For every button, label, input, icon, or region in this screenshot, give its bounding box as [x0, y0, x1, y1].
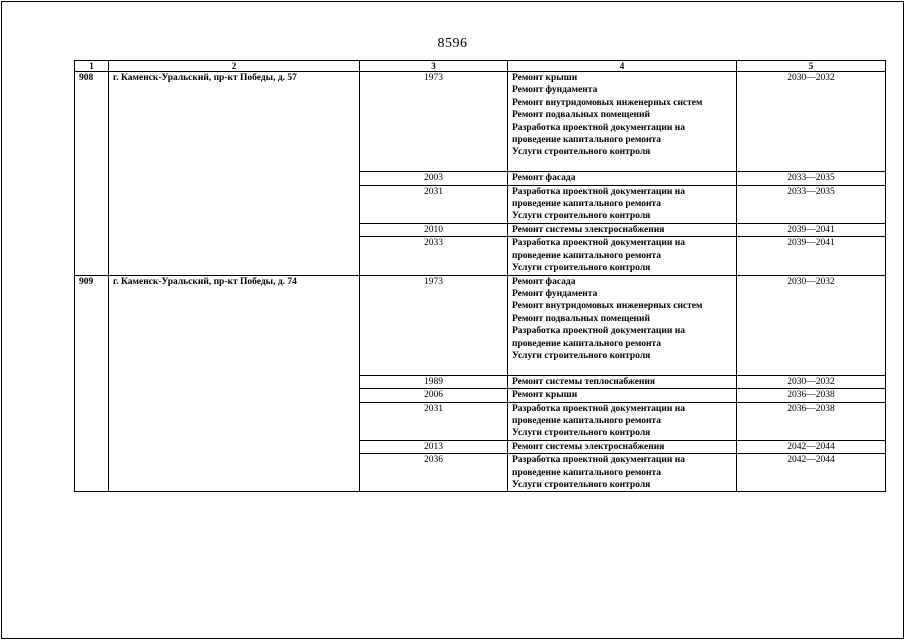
- works-cell: [508, 454, 737, 492]
- work-item: Ремонт внутридомовых инженерных систем: [512, 97, 703, 108]
- address-cell: г. Каменск-Уральский, пр-кт Победы, д. 74: [109, 275, 360, 492]
- period-cell: 2042—2044: [737, 440, 886, 453]
- work-item: Ремонт крыши: [512, 73, 578, 83]
- work-item: Услуги строительного контроля: [512, 211, 651, 222]
- work-item: Услуги строительного контроля: [512, 480, 651, 490]
- work-item: Разработка проектной документации на: [512, 326, 685, 337]
- work-item: Ремонт фасада: [512, 276, 576, 287]
- work-item: Ремонт фасада: [512, 173, 576, 184]
- period-cell: 2033—2035: [737, 185, 886, 223]
- work-item: Ремонт подвальных помещений: [512, 110, 650, 121]
- period-cell: 2030—2032: [737, 375, 886, 388]
- work-item: проведение капитального ремонта: [512, 415, 661, 426]
- works-cell: [508, 375, 737, 388]
- year-cell: 1989: [360, 375, 508, 388]
- year-cell: 1973: [360, 72, 508, 172]
- year-cell: 2033: [360, 237, 508, 275]
- period-cell: 2039—2041: [737, 223, 886, 236]
- work-item: Разработка проектной документации на: [512, 122, 685, 133]
- work-item: Ремонт внутридомовых инженерных систем: [512, 301, 703, 312]
- work-item: Разработка проектной документации на: [512, 238, 685, 249]
- column-header: 2: [109, 61, 360, 72]
- address-cell: г. Каменск-Уральский, пр-кт Победы, д. 57: [109, 72, 360, 276]
- work-item: Услуги строительного контроля: [512, 263, 651, 274]
- work-item: Разработка проектной документации на: [512, 455, 685, 466]
- year-cell: 2031: [360, 402, 508, 440]
- work-item: проведение капитального ремонта: [512, 338, 661, 349]
- spacer: [512, 362, 732, 374]
- spacer: [512, 159, 732, 171]
- year-cell: 2036: [360, 454, 508, 492]
- work-item: Разработка проектной документации на: [512, 403, 685, 414]
- period-cell: 2036—2038: [737, 389, 886, 402]
- table-body: [75, 61, 886, 492]
- works-cell: [508, 223, 737, 236]
- year-cell: 2031: [360, 185, 508, 223]
- period-cell: 2036—2038: [737, 402, 886, 440]
- year-cell: 2003: [360, 172, 508, 185]
- year-cell: 2013: [360, 440, 508, 453]
- work-item: Ремонт фундамента: [512, 288, 598, 299]
- capital-repair-table: [74, 60, 886, 492]
- work-item: Услуги строительного контроля: [512, 147, 651, 158]
- work-item: Услуги строительного контроля: [512, 428, 651, 439]
- table-header-row: [75, 61, 886, 72]
- works-cell: [508, 402, 737, 440]
- work-item: проведение капитального ремонта: [512, 199, 661, 210]
- column-header: 3: [360, 61, 508, 72]
- table-row: [75, 275, 886, 375]
- work-item: проведение капитального ремонта: [512, 135, 661, 146]
- period-cell: 2030—2032: [737, 72, 886, 172]
- work-item: Ремонт крыши: [512, 390, 578, 401]
- work-item: проведение капитального ремонта: [512, 467, 661, 478]
- object-number-cell: 909: [75, 275, 109, 492]
- works-cell: [508, 440, 737, 453]
- period-cell: 2033—2035: [737, 172, 886, 185]
- table-row: [75, 72, 886, 172]
- period-cell: 2039—2041: [737, 237, 886, 275]
- period-cell: 2042—2044: [737, 454, 886, 492]
- work-item: Ремонт системы электроснабжения: [512, 441, 665, 452]
- year-cell: 2010: [360, 223, 508, 236]
- document-page: [1, 1, 904, 639]
- object-number-cell: 908: [75, 72, 109, 276]
- work-item: Ремонт системы теплоснабжения: [512, 376, 656, 387]
- works-cell: [508, 185, 737, 223]
- work-item: Разработка проектной документации на: [512, 186, 685, 197]
- column-header: 5: [737, 61, 886, 72]
- work-item: Ремонт фундамента: [512, 85, 598, 96]
- work-item: Ремонт системы электроснабжения: [512, 224, 665, 235]
- works-cell: [508, 172, 737, 185]
- column-header: 1: [75, 61, 109, 72]
- works-cell: [508, 72, 737, 172]
- work-item: проведение капитального ремонта: [512, 250, 661, 261]
- works-cell: [508, 275, 737, 375]
- column-header: 4: [508, 61, 737, 72]
- year-cell: 2006: [360, 389, 508, 402]
- work-item: Ремонт подвальных помещений: [512, 313, 650, 324]
- works-cell: [508, 237, 737, 275]
- period-cell: 2030—2032: [737, 275, 886, 375]
- works-cell: [508, 389, 737, 402]
- page-number: 8596: [437, 36, 468, 51]
- work-item: Услуги строительного контроля: [512, 350, 651, 361]
- year-cell: 1973: [360, 275, 508, 375]
